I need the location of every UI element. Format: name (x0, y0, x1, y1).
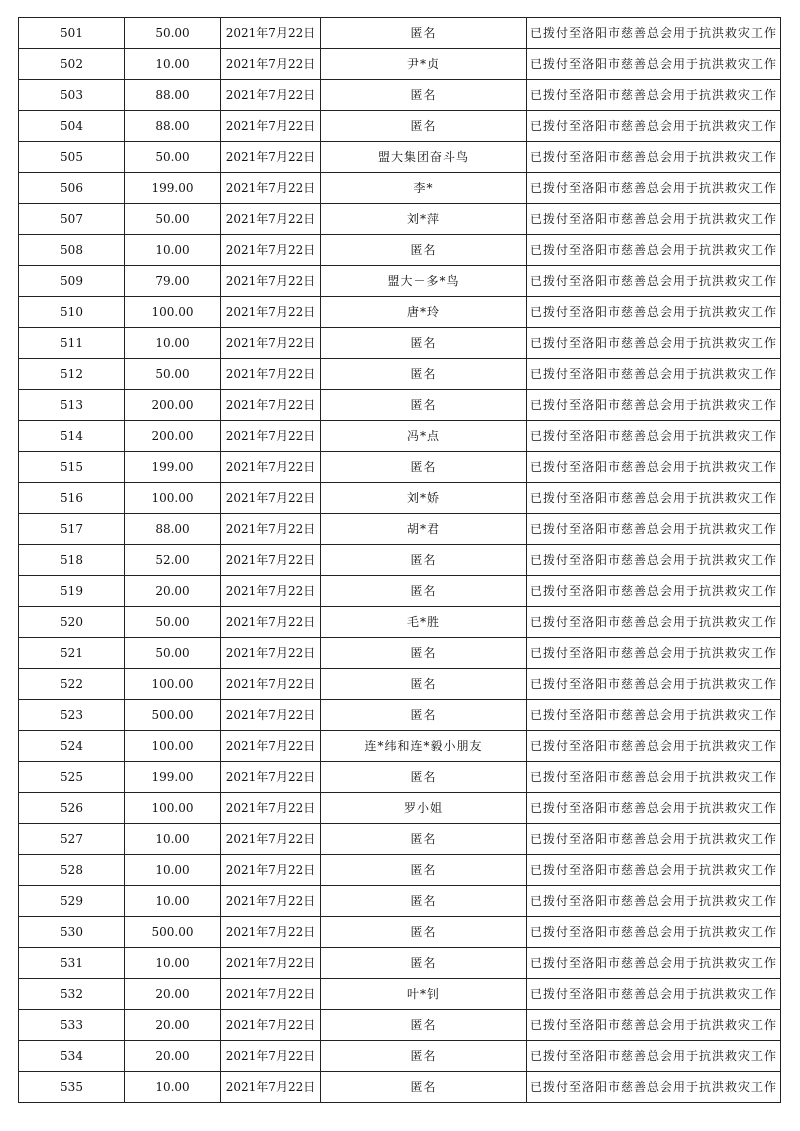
amount-cell: 88.00 (125, 514, 221, 545)
donor-name-cell: 匿名 (321, 762, 527, 793)
amount-cell: 100.00 (125, 669, 221, 700)
date-cell: 2021年7月22日 (221, 390, 321, 421)
usage-note-cell: 已拨付至洛阳市慈善总会用于抗洪救灾工作 (527, 514, 781, 545)
table-row (19, 917, 781, 948)
usage-note-cell: 已拨付至洛阳市慈善总会用于抗洪救灾工作 (527, 359, 781, 390)
table-row (19, 173, 781, 204)
table-row (19, 452, 781, 483)
usage-note-cell: 已拨付至洛阳市慈善总会用于抗洪救灾工作 (527, 18, 781, 49)
donor-name-cell: 唐*玲 (321, 297, 527, 328)
usage-note-cell: 已拨付至洛阳市慈善总会用于抗洪救灾工作 (527, 80, 781, 111)
usage-note-cell: 已拨付至洛阳市慈善总会用于抗洪救灾工作 (527, 700, 781, 731)
date-cell: 2021年7月22日 (221, 1072, 321, 1103)
amount-cell: 10.00 (125, 948, 221, 979)
serial-number-cell: 510 (19, 297, 125, 328)
serial-number-cell: 522 (19, 669, 125, 700)
donor-name-cell: 匿名 (321, 80, 527, 111)
date-cell: 2021年7月22日 (221, 793, 321, 824)
usage-note-cell: 已拨付至洛阳市慈善总会用于抗洪救灾工作 (527, 762, 781, 793)
table-row (19, 359, 781, 390)
usage-note-cell: 已拨付至洛阳市慈善总会用于抗洪救灾工作 (527, 948, 781, 979)
serial-number-cell: 502 (19, 49, 125, 80)
usage-note-cell: 已拨付至洛阳市慈善总会用于抗洪救灾工作 (527, 824, 781, 855)
date-cell: 2021年7月22日 (221, 855, 321, 886)
amount-cell: 200.00 (125, 390, 221, 421)
serial-number-cell: 533 (19, 1010, 125, 1041)
serial-number-cell: 519 (19, 576, 125, 607)
amount-cell: 500.00 (125, 700, 221, 731)
donor-name-cell: 匿名 (321, 638, 527, 669)
donor-name-cell: 匿名 (321, 1010, 527, 1041)
serial-number-cell: 530 (19, 917, 125, 948)
date-cell: 2021年7月22日 (221, 514, 321, 545)
date-cell: 2021年7月22日 (221, 762, 321, 793)
table-row (19, 483, 781, 514)
usage-note-cell: 已拨付至洛阳市慈善总会用于抗洪救灾工作 (527, 607, 781, 638)
table-row (19, 731, 781, 762)
donor-name-cell: 匿名 (321, 111, 527, 142)
usage-note-cell: 已拨付至洛阳市慈善总会用于抗洪救灾工作 (527, 204, 781, 235)
date-cell: 2021年7月22日 (221, 111, 321, 142)
donor-name-cell: 匿名 (321, 824, 527, 855)
usage-note-cell: 已拨付至洛阳市慈善总会用于抗洪救灾工作 (527, 638, 781, 669)
date-cell: 2021年7月22日 (221, 1010, 321, 1041)
donor-name-cell: 匿名 (321, 886, 527, 917)
usage-note-cell: 已拨付至洛阳市慈善总会用于抗洪救灾工作 (527, 297, 781, 328)
donor-name-cell: 匿名 (321, 452, 527, 483)
donor-name-cell: 匿名 (321, 328, 527, 359)
table-row (19, 235, 781, 266)
date-cell: 2021年7月22日 (221, 142, 321, 173)
date-cell: 2021年7月22日 (221, 824, 321, 855)
serial-number-cell: 507 (19, 204, 125, 235)
amount-cell: 50.00 (125, 142, 221, 173)
serial-number-cell: 528 (19, 855, 125, 886)
usage-note-cell: 已拨付至洛阳市慈善总会用于抗洪救灾工作 (527, 886, 781, 917)
date-cell: 2021年7月22日 (221, 731, 321, 762)
table-row (19, 545, 781, 576)
table-row (19, 762, 781, 793)
amount-cell: 20.00 (125, 576, 221, 607)
amount-cell: 10.00 (125, 328, 221, 359)
usage-note-cell: 已拨付至洛阳市慈善总会用于抗洪救灾工作 (527, 390, 781, 421)
table-row (19, 18, 781, 49)
amount-cell: 88.00 (125, 111, 221, 142)
date-cell: 2021年7月22日 (221, 80, 321, 111)
amount-cell: 50.00 (125, 638, 221, 669)
donor-name-cell: 罗小姐 (321, 793, 527, 824)
table-row (19, 111, 781, 142)
serial-number-cell: 506 (19, 173, 125, 204)
serial-number-cell: 523 (19, 700, 125, 731)
amount-cell: 199.00 (125, 173, 221, 204)
date-cell: 2021年7月22日 (221, 452, 321, 483)
date-cell: 2021年7月22日 (221, 1041, 321, 1072)
serial-number-cell: 508 (19, 235, 125, 266)
amount-cell: 10.00 (125, 49, 221, 80)
amount-cell: 199.00 (125, 762, 221, 793)
serial-number-cell: 526 (19, 793, 125, 824)
serial-number-cell: 520 (19, 607, 125, 638)
table-row (19, 855, 781, 886)
date-cell: 2021年7月22日 (221, 607, 321, 638)
usage-note-cell: 已拨付至洛阳市慈善总会用于抗洪救灾工作 (527, 452, 781, 483)
date-cell: 2021年7月22日 (221, 297, 321, 328)
amount-cell: 50.00 (125, 359, 221, 390)
date-cell: 2021年7月22日 (221, 421, 321, 452)
table-row (19, 700, 781, 731)
usage-note-cell: 已拨付至洛阳市慈善总会用于抗洪救灾工作 (527, 979, 781, 1010)
donor-name-cell: 匿名 (321, 235, 527, 266)
amount-cell: 500.00 (125, 917, 221, 948)
date-cell: 2021年7月22日 (221, 979, 321, 1010)
date-cell: 2021年7月22日 (221, 700, 321, 731)
serial-number-cell: 516 (19, 483, 125, 514)
amount-cell: 20.00 (125, 1041, 221, 1072)
serial-number-cell: 503 (19, 80, 125, 111)
table-row (19, 576, 781, 607)
date-cell: 2021年7月22日 (221, 235, 321, 266)
donation-table-body (19, 18, 781, 1103)
table-row (19, 824, 781, 855)
donor-name-cell: 冯*点 (321, 421, 527, 452)
serial-number-cell: 525 (19, 762, 125, 793)
usage-note-cell: 已拨付至洛阳市慈善总会用于抗洪救灾工作 (527, 421, 781, 452)
donor-name-cell: 胡*君 (321, 514, 527, 545)
amount-cell: 10.00 (125, 824, 221, 855)
usage-note-cell: 已拨付至洛阳市慈善总会用于抗洪救灾工作 (527, 49, 781, 80)
amount-cell: 20.00 (125, 979, 221, 1010)
serial-number-cell: 517 (19, 514, 125, 545)
table-row (19, 948, 781, 979)
amount-cell: 10.00 (125, 1072, 221, 1103)
serial-number-cell: 513 (19, 390, 125, 421)
table-row (19, 142, 781, 173)
table-row (19, 886, 781, 917)
serial-number-cell: 527 (19, 824, 125, 855)
usage-note-cell: 已拨付至洛阳市慈善总会用于抗洪救灾工作 (527, 917, 781, 948)
table-row (19, 328, 781, 359)
date-cell: 2021年7月22日 (221, 669, 321, 700)
amount-cell: 50.00 (125, 204, 221, 235)
usage-note-cell: 已拨付至洛阳市慈善总会用于抗洪救灾工作 (527, 266, 781, 297)
serial-number-cell: 505 (19, 142, 125, 173)
serial-number-cell: 509 (19, 266, 125, 297)
serial-number-cell: 518 (19, 545, 125, 576)
date-cell: 2021年7月22日 (221, 638, 321, 669)
date-cell: 2021年7月22日 (221, 328, 321, 359)
donor-name-cell: 李* (321, 173, 527, 204)
amount-cell: 10.00 (125, 235, 221, 266)
usage-note-cell: 已拨付至洛阳市慈善总会用于抗洪救灾工作 (527, 1072, 781, 1103)
table-row (19, 669, 781, 700)
donor-name-cell: 匿名 (321, 948, 527, 979)
table-row (19, 390, 781, 421)
usage-note-cell: 已拨付至洛阳市慈善总会用于抗洪救灾工作 (527, 576, 781, 607)
amount-cell: 88.00 (125, 80, 221, 111)
table-row (19, 979, 781, 1010)
donor-name-cell: 盟大集团奋斗鸟 (321, 142, 527, 173)
donor-name-cell: 匿名 (321, 18, 527, 49)
date-cell: 2021年7月22日 (221, 917, 321, 948)
amount-cell: 10.00 (125, 886, 221, 917)
date-cell: 2021年7月22日 (221, 49, 321, 80)
serial-number-cell: 521 (19, 638, 125, 669)
date-cell: 2021年7月22日 (221, 948, 321, 979)
table-row (19, 1041, 781, 1072)
usage-note-cell: 已拨付至洛阳市慈善总会用于抗洪救灾工作 (527, 731, 781, 762)
table-row (19, 421, 781, 452)
donor-name-cell: 匿名 (321, 855, 527, 886)
serial-number-cell: 512 (19, 359, 125, 390)
usage-note-cell: 已拨付至洛阳市慈善总会用于抗洪救灾工作 (527, 483, 781, 514)
serial-number-cell: 515 (19, 452, 125, 483)
amount-cell: 100.00 (125, 793, 221, 824)
usage-note-cell: 已拨付至洛阳市慈善总会用于抗洪救灾工作 (527, 111, 781, 142)
usage-note-cell: 已拨付至洛阳市慈善总会用于抗洪救灾工作 (527, 1041, 781, 1072)
serial-number-cell: 529 (19, 886, 125, 917)
donor-name-cell: 叶*钊 (321, 979, 527, 1010)
usage-note-cell: 已拨付至洛阳市慈善总会用于抗洪救灾工作 (527, 669, 781, 700)
donor-name-cell: 匿名 (321, 700, 527, 731)
usage-note-cell: 已拨付至洛阳市慈善总会用于抗洪救灾工作 (527, 1010, 781, 1041)
donor-name-cell: 匿名 (321, 576, 527, 607)
serial-number-cell: 534 (19, 1041, 125, 1072)
table-row (19, 1010, 781, 1041)
date-cell: 2021年7月22日 (221, 266, 321, 297)
table-row (19, 514, 781, 545)
usage-note-cell: 已拨付至洛阳市慈善总会用于抗洪救灾工作 (527, 328, 781, 359)
serial-number-cell: 535 (19, 1072, 125, 1103)
donor-name-cell: 匿名 (321, 1072, 527, 1103)
table-row (19, 297, 781, 328)
usage-note-cell: 已拨付至洛阳市慈善总会用于抗洪救灾工作 (527, 855, 781, 886)
donor-name-cell: 刘*娇 (321, 483, 527, 514)
amount-cell: 10.00 (125, 855, 221, 886)
date-cell: 2021年7月22日 (221, 545, 321, 576)
donation-ledger-page (18, 17, 781, 1103)
donor-name-cell: 刘*萍 (321, 204, 527, 235)
amount-cell: 50.00 (125, 18, 221, 49)
donor-name-cell: 尹*贞 (321, 49, 527, 80)
usage-note-cell: 已拨付至洛阳市慈善总会用于抗洪救灾工作 (527, 142, 781, 173)
amount-cell: 52.00 (125, 545, 221, 576)
donor-name-cell: 毛*胜 (321, 607, 527, 638)
donor-name-cell: 盟大－多*鸟 (321, 266, 527, 297)
table-row (19, 266, 781, 297)
table-row (19, 49, 781, 80)
donor-name-cell: 连*纬和连*毅小朋友 (321, 731, 527, 762)
donor-name-cell: 匿名 (321, 359, 527, 390)
serial-number-cell: 501 (19, 18, 125, 49)
table-row (19, 80, 781, 111)
table-row (19, 204, 781, 235)
amount-cell: 200.00 (125, 421, 221, 452)
table-row (19, 638, 781, 669)
usage-note-cell: 已拨付至洛阳市慈善总会用于抗洪救灾工作 (527, 545, 781, 576)
donation-table (18, 17, 781, 1103)
date-cell: 2021年7月22日 (221, 173, 321, 204)
usage-note-cell: 已拨付至洛阳市慈善总会用于抗洪救灾工作 (527, 793, 781, 824)
table-row (19, 1072, 781, 1103)
usage-note-cell: 已拨付至洛阳市慈善总会用于抗洪救灾工作 (527, 235, 781, 266)
date-cell: 2021年7月22日 (221, 359, 321, 390)
amount-cell: 20.00 (125, 1010, 221, 1041)
donor-name-cell: 匿名 (321, 390, 527, 421)
date-cell: 2021年7月22日 (221, 483, 321, 514)
serial-number-cell: 531 (19, 948, 125, 979)
serial-number-cell: 504 (19, 111, 125, 142)
amount-cell: 50.00 (125, 607, 221, 638)
serial-number-cell: 524 (19, 731, 125, 762)
table-row (19, 793, 781, 824)
serial-number-cell: 511 (19, 328, 125, 359)
date-cell: 2021年7月22日 (221, 886, 321, 917)
table-row (19, 607, 781, 638)
serial-number-cell: 514 (19, 421, 125, 452)
amount-cell: 79.00 (125, 266, 221, 297)
donor-name-cell: 匿名 (321, 917, 527, 948)
serial-number-cell: 532 (19, 979, 125, 1010)
donor-name-cell: 匿名 (321, 1041, 527, 1072)
amount-cell: 100.00 (125, 297, 221, 328)
amount-cell: 199.00 (125, 452, 221, 483)
amount-cell: 100.00 (125, 731, 221, 762)
donor-name-cell: 匿名 (321, 545, 527, 576)
date-cell: 2021年7月22日 (221, 18, 321, 49)
usage-note-cell: 已拨付至洛阳市慈善总会用于抗洪救灾工作 (527, 173, 781, 204)
date-cell: 2021年7月22日 (221, 576, 321, 607)
amount-cell: 100.00 (125, 483, 221, 514)
donor-name-cell: 匿名 (321, 669, 527, 700)
date-cell: 2021年7月22日 (221, 204, 321, 235)
